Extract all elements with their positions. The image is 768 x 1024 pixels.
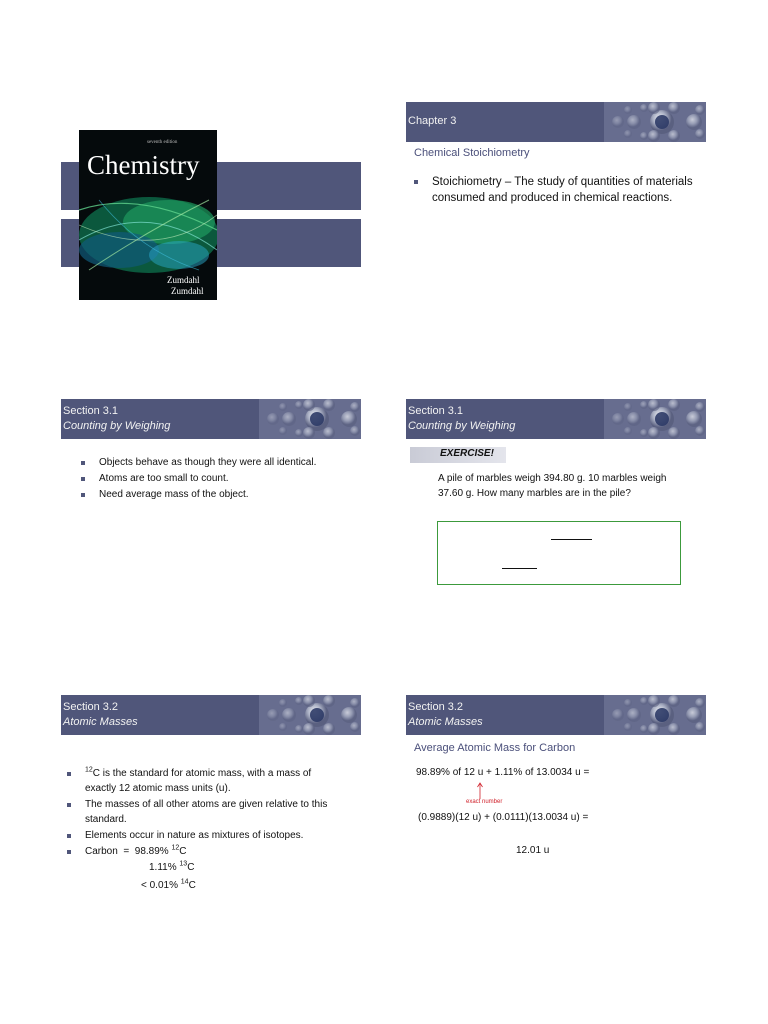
orb-decoration-icon — [604, 695, 706, 735]
bullet-list — [414, 174, 699, 206]
orb-shape — [668, 102, 680, 114]
orb-shape — [695, 129, 705, 139]
orb-shape — [612, 709, 624, 721]
slide-header — [406, 695, 706, 735]
orb-shape — [612, 116, 624, 128]
orb-shape — [295, 429, 303, 437]
slide-average-atomic-mass — [406, 695, 706, 920]
orb-shape — [668, 399, 680, 411]
book-title: Chemistry — [87, 150, 200, 180]
orb-core — [655, 412, 669, 426]
orb-shape — [668, 130, 680, 142]
orb-shape — [279, 699, 287, 707]
orb-shape — [295, 401, 303, 409]
orb-core — [655, 115, 669, 129]
section-title: Counting by Weighing — [63, 420, 171, 432]
orb-shape — [295, 697, 303, 705]
book-edition: seventh edition — [147, 140, 178, 145]
orb-shape — [267, 709, 279, 721]
section-number: Section 3.1 — [63, 405, 119, 417]
bullet-item: Objects behave as though they were all identical. — [81, 455, 351, 471]
exercise-banner — [410, 447, 506, 463]
orb-shape — [695, 426, 705, 436]
slide-title — [61, 90, 361, 315]
orb-shape — [640, 104, 648, 112]
book-author-2: Zumdahl — [171, 286, 204, 296]
orb-shape — [648, 695, 660, 707]
orb-shape — [323, 723, 335, 735]
section-title: Atomic Masses — [408, 716, 483, 728]
orb-shape — [341, 707, 357, 723]
section-number: Section 3.2 — [408, 701, 464, 713]
slide-header — [61, 695, 361, 735]
section-number: Section 3.2 — [63, 701, 119, 713]
annotation-exact-number: exact number — [466, 799, 503, 805]
orb-shape — [695, 698, 705, 708]
orb-shape — [279, 723, 287, 731]
fraction-line — [551, 539, 592, 540]
bullet-item: Elements occur in nature as mixtures of isotopes. — [67, 828, 337, 843]
isotope-c14: < 0.01% $^{14}$C — [141, 878, 196, 891]
orb-shape — [279, 427, 287, 435]
equation-line-1: 98.89% of 12 u + 1.11% of 13.0034 u = — [416, 767, 590, 778]
orb-shape — [627, 115, 641, 129]
slide-subtitle: Chemical Stoichiometry — [414, 147, 530, 159]
book-cover — [79, 130, 217, 300]
orb-shape — [640, 429, 648, 437]
bullet-list — [81, 455, 351, 503]
annotation-arrow-icon — [476, 782, 484, 800]
orb-shape — [303, 723, 315, 735]
orb-core — [310, 708, 324, 722]
header-decoration-panel — [259, 399, 361, 439]
orb-shape — [668, 723, 680, 735]
orb-shape — [295, 725, 303, 733]
orb-core — [310, 412, 324, 426]
header-decoration-panel — [604, 695, 706, 735]
orb-shape — [648, 723, 660, 735]
orb-shape — [640, 401, 648, 409]
orb-shape — [279, 403, 287, 411]
orb-shape — [624, 699, 632, 707]
orb-shape — [627, 708, 641, 722]
section-title: Counting by Weighing — [408, 420, 516, 432]
orb-shape — [624, 106, 632, 114]
slide-header — [406, 399, 706, 439]
orb-shape — [350, 426, 360, 436]
exercise-label: EXERCISE! — [440, 448, 494, 459]
orb-shape — [267, 413, 279, 425]
bullet-item: $^{12}$C is the standard for atomic mass, with a mass of exactly 12 atomic mass units (u). — [67, 766, 337, 796]
equation-result: 12.01 u — [516, 845, 550, 856]
orb-shape — [624, 130, 632, 138]
orb-shape — [627, 412, 641, 426]
slide-subtitle: Average Atomic Mass for Carbon — [414, 742, 576, 754]
bullet-item: Atoms are too small to count. — [81, 471, 351, 487]
book-author-1: Zumdahl — [167, 275, 200, 285]
section-title: Atomic Masses — [63, 716, 138, 728]
orb-shape — [686, 114, 702, 130]
header-decoration-panel — [604, 102, 706, 142]
slide-exercise — [406, 399, 706, 624]
orb-shape — [350, 402, 360, 412]
slide-header — [61, 399, 361, 439]
orb-shape — [303, 695, 315, 707]
orb-shape — [640, 725, 648, 733]
orb-shape — [695, 402, 705, 412]
orb-shape — [282, 412, 296, 426]
orb-decoration-icon — [259, 399, 361, 439]
orb-shape — [282, 708, 296, 722]
slide-chapter — [406, 102, 706, 327]
bullet-item: The masses of all other atoms are given relative to this standard. — [67, 797, 337, 827]
orb-shape — [686, 707, 702, 723]
orb-shape — [303, 399, 315, 411]
orb-shape — [350, 698, 360, 708]
orb-shape — [303, 427, 315, 439]
slide-header — [406, 102, 706, 142]
orb-shape — [695, 722, 705, 732]
orb-shape — [341, 411, 357, 427]
bullet-item: Need average mass of the object. — [81, 487, 351, 503]
orb-shape — [624, 403, 632, 411]
bullet-list — [67, 766, 337, 859]
orb-shape — [612, 413, 624, 425]
orb-decoration-icon — [604, 102, 706, 142]
orb-shape — [624, 427, 632, 435]
orb-shape — [323, 695, 335, 707]
orb-shape — [624, 723, 632, 731]
orb-shape — [323, 399, 335, 411]
orb-shape — [640, 697, 648, 705]
orb-decoration-icon — [259, 695, 361, 735]
orb-shape — [648, 399, 660, 411]
isotope-c13: 1.11% $^{13}$C — [149, 860, 195, 873]
orb-shape — [640, 132, 648, 140]
header-decoration-panel — [604, 399, 706, 439]
orb-shape — [350, 722, 360, 732]
slide-atomic-masses — [61, 695, 361, 920]
slide-counting-by-weighing — [61, 399, 361, 624]
equation-line-2: (0.9889)(12 u) + (0.0111)(13.0034 u) = — [418, 812, 589, 823]
slide-header-title: Chapter 3 — [408, 115, 457, 127]
fraction-line — [502, 568, 537, 569]
exercise-question: A pile of marbles weigh 394.80 g. 10 marbles weigh 37.60 g. How many marbles are in the pile? — [438, 473, 667, 499]
bullet-item: Stoichiometry – The study of quantities of materials consumed and produced in chemical reactions. — [414, 174, 699, 206]
orb-shape — [668, 427, 680, 439]
answer-box — [437, 521, 681, 585]
bullet-item: Carbon = 98.89% $^{12}$C — [67, 844, 337, 859]
orb-shape — [648, 102, 660, 114]
orb-shape — [648, 130, 660, 142]
section-number: Section 3.1 — [408, 405, 464, 417]
orb-shape — [686, 411, 702, 427]
header-decoration-panel — [259, 695, 361, 735]
orb-shape — [648, 427, 660, 439]
orb-decoration-icon — [604, 399, 706, 439]
orb-shape — [668, 695, 680, 707]
orb-shape — [323, 427, 335, 439]
orb-core — [655, 708, 669, 722]
orb-shape — [695, 105, 705, 115]
